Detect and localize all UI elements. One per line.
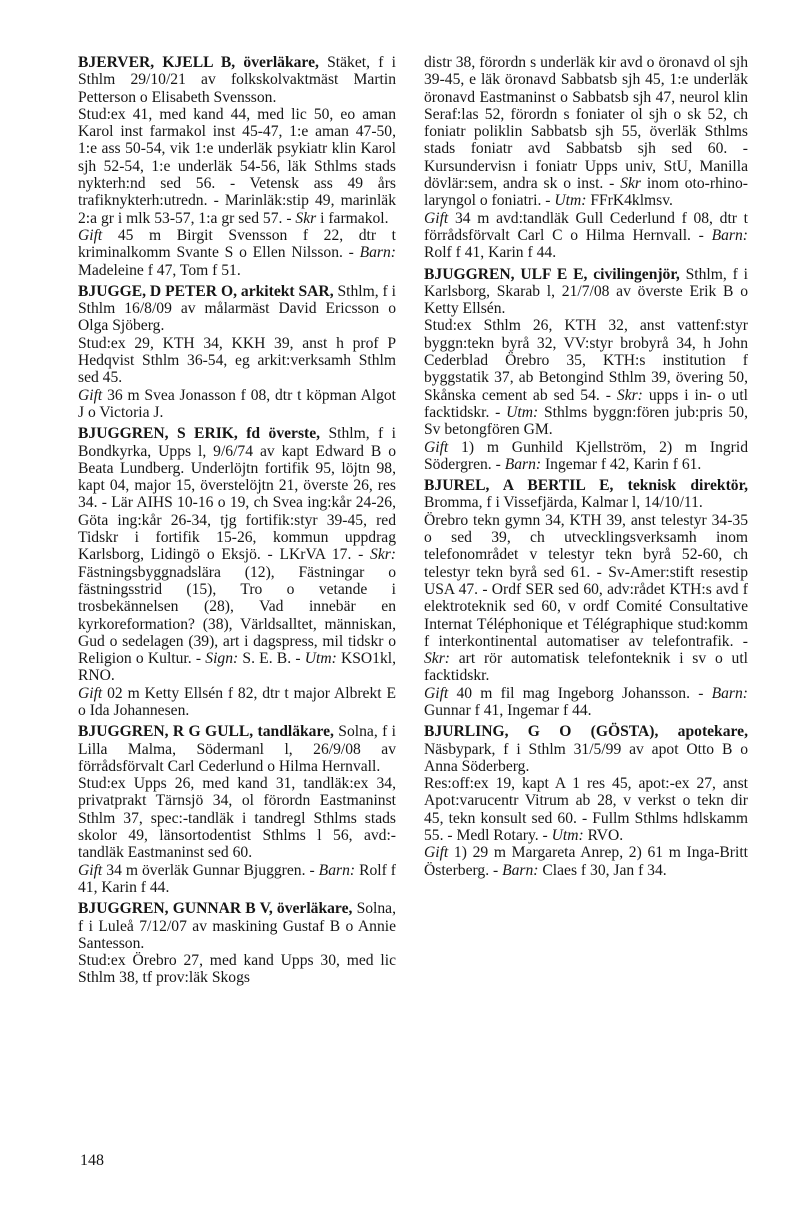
entry-paragraph: [78, 227, 396, 279]
entry-headword: BJUGGE, D PETER O, arkitekt SAR,: [78, 282, 334, 300]
biography-entry: [78, 723, 396, 896]
entry-text: Solna, f i Lilla Malma, Södermanl l, 26/9/08 av förrådsförvalt Carl Cederlund o Hilma Hernvall.: [78, 723, 396, 775]
entry-text: Stud:ex 29, KTH 34, KKH 39, anst h prof P Hedqvist Sthlm 36-54, eg arkit:verksamh Sthlm sed 45.: [78, 334, 396, 387]
entry-headword: BJUGGREN, S ERIK, fd överste,: [78, 425, 321, 443]
entry-text: Fästningsbyggnadslära (12), Fästningar o fästningsstrid (15), Tro o vetande i trosbekännelsen (28), Vad innebär en kyrkoreformation? (38), Världsalltet, människan, Gud o sedelagen (39), art i dagspress, mil tidskr o Religion o Kultur. -: [78, 563, 396, 668]
biography-entry: [424, 54, 748, 262]
biography-entry: [78, 54, 396, 279]
entry-headword: BJUREL, A BERTIL E, teknisk direktör,: [424, 477, 748, 495]
entry-text: Ingemar f 42, Karin f 61.: [541, 455, 702, 473]
field-label: Gift: [78, 861, 103, 879]
field-label: Barn:: [504, 455, 542, 473]
entry-intro: [78, 723, 396, 775]
field-label: Barn:: [318, 861, 356, 879]
field-label: Gift: [78, 226, 103, 244]
field-label: Skr: [295, 209, 317, 227]
entry-text: upps i in- o utl facktidskr. -: [424, 386, 748, 421]
entry-text: Sthlm, f i Sthlm 16/8/09 av målarmäst David Ericsson o Olga Sjöberg.: [78, 282, 396, 335]
field-label: Skr:: [616, 386, 643, 404]
field-label: Barn:: [711, 226, 748, 244]
entry-paragraph: [424, 210, 748, 262]
field-label: Utm:: [304, 650, 337, 668]
entry-paragraph: [78, 775, 396, 861]
biography-entry: [424, 477, 748, 719]
entry-text: art rör automatisk telefonteknik i sv o utl facktidskr.: [424, 650, 748, 685]
entry-text: Bromma, f i Vissefjärda, Kalmar l, 14/10/11.: [424, 494, 703, 512]
entry-headword: BJUGGREN, R G GULL, tandläkare,: [78, 723, 334, 741]
entry-text: Stud:ex 41, med kand 44, med lic 50, eo aman Karol inst farmakol inst 45-47, 1:e aman 47-50, 1:e ass 50-54, vik 1:e underläk psykiatr klin Karol sjh 52-54, 1:e underläk 54-56, läk Sthlms stads nykterh:nd sed 56. - Vetensk ass 49 års trafiknykterh:utredn. - Marinläk:stip 49, marinläk 2:a gr i mlk 53-57, 1:a gr sed 57. -: [78, 105, 396, 227]
entry-paragraph: [78, 335, 396, 387]
entry-headword: BJUGGREN, GUNNAR B V, överläkare,: [78, 900, 353, 918]
right-column: [424, 54, 748, 883]
entry-intro: [424, 266, 748, 318]
field-label: Skr:: [370, 546, 396, 564]
entry-headword: BJERVER, KJELL B, överläkare,: [78, 54, 319, 71]
field-label: Barn:: [502, 861, 539, 879]
entry-text: 40 m fil mag Ingeborg Johansson. -: [448, 684, 712, 702]
entry-text: Stäket, f i Sthlm 29/10/21 av folkskolvaktmäst Martin Petterson o Elisabeth Svensson.: [78, 54, 396, 106]
entry-paragraph: [424, 439, 748, 474]
biography-entry: [78, 425, 396, 719]
field-label: Gift: [424, 438, 449, 456]
field-label: Skr: [620, 175, 641, 193]
entry-headword: BJUGGREN, ULF E E, civilingenjör,: [424, 265, 680, 283]
entry-text: Madeleine f 47, Tom f 51.: [78, 261, 241, 279]
left-column: [78, 54, 396, 991]
field-label: Utm:: [554, 192, 587, 210]
entry-paragraph: [424, 685, 748, 720]
entry-text: distr 38, förordn s underläk kir avd o öronavd ol sjh 39-45, e läk öronavd Sabbatsb sjh 45, 1:e underläk öronavd Eastmaninst o Sabbatsb sjh 47, neurol klin Seraf:las 52, förordn s foniater ol sjh o sk 52, ch foniatr poliklin Sabbatsb sjh 55, överläk Sthlms stads foniatr avd Sabbatsb sjh sed 60. - Kursundervisn i foniatr Upps univ, StU, Manilla dövlär:sem, andra sk o inst. -: [424, 54, 748, 193]
entry-intro: [424, 54, 748, 210]
entry-text: Claes f 30, Jan f 34.: [538, 861, 667, 879]
biography-entry: [78, 283, 396, 421]
field-label: Gift: [78, 386, 103, 404]
entry-text: 36 m Svea Jonasson f 08, dtr t köpman Algot J o Victoria J.: [78, 386, 396, 421]
field-label: Barn:: [359, 244, 396, 262]
field-label: Sign:: [205, 650, 239, 668]
field-label: Gift: [78, 684, 103, 702]
entry-text: S. E. B. -: [238, 650, 305, 668]
field-label: Gift: [424, 684, 449, 702]
entry-text: Res:off:ex 19, kapt A 1 res 45, apot:-ex 27, anst Apot:varucentr Vitrum ab 28, v verkst o tekn dir 45, tekn konsult sed 60. - Fullm Sthlms hdlskamm 55. - Medl Rotary. -: [424, 775, 748, 845]
entry-text: Stud:ex Sthlm 26, KTH 32, anst vattenf:styr byggn:tekn byrå 32, VV:styr brobyrå 34, h John Cederblad Örebro 35, KTH:s institution f byggstatik 37, ab Betongind Sthlm 39, övering 50, Skånska cement ab sed 54. -: [424, 317, 748, 404]
entry-text: Örebro tekn gymn 34, KTH 39, anst telestyr 34-35 o sed 39, ch utvecklingsverksamh inom telefonområdet v telestyr tekn byrå 52-60, ch telestyr tekn byrå sed 61. - Sv-Amer:stift resestip USA 47. - Ordf SER sed 60, adv:rådet KTH:s avd f elektroteknik sed 60, v ordf Comité Consultative Internat Téléphonique et Télégraphique stud:komm f interkontinental automatiser av telefontrafik. -: [424, 511, 748, 650]
entry-text: 34 m överläk Gunnar Bjuggren. -: [102, 861, 319, 879]
entry-paragraph: [424, 844, 748, 879]
entry-paragraph: [78, 106, 396, 227]
entry-intro: [78, 54, 396, 106]
entry-paragraph: [78, 685, 396, 720]
entry-text: 1) 29 m Margareta Anrep, 2) 61 m Inga-Britt Österberg. -: [424, 844, 748, 879]
page-number: 148: [80, 1152, 104, 1169]
entry-text: Näsbypark, f i Sthlm 31/5/99 av apot Otto B o Anna Söderberg.: [424, 740, 748, 775]
entry-text: Gunnar f 41, Ingemar f 44.: [424, 701, 592, 719]
entry-text: 34 m avd:tandläk Gull Cederlund f 08, dtr t förrådsförvalt Carl C o Hilma Hernvall. -: [424, 209, 748, 244]
entry-text: Sthlm, f i Karlsborg, Skarab l, 21/7/08 av överste Erik B o Ketty Ellsén.: [424, 265, 748, 318]
entry-text: Stud:ex Örebro 27, med kand Upps 30, med lic Sthlm 38, tf prov:läk Skogs: [78, 952, 396, 987]
field-label: Skr:: [424, 650, 450, 668]
entry-text: Rolf f 41, Karin f 44.: [78, 861, 396, 896]
entry-intro: [78, 425, 396, 684]
biography-entry: [78, 900, 396, 986]
entry-paragraph: [78, 952, 396, 987]
field-label: Utm:: [551, 827, 584, 845]
field-label: Gift: [424, 209, 449, 227]
entry-text: Sthlms byggn:fören jub:pris 50, Sv betongfören GM.: [424, 403, 748, 439]
field-label: Gift: [424, 844, 449, 862]
entry-text: Solna, f i Luleå 7/12/07 av maskining Gustaf B o Annie Santesson.: [78, 900, 396, 952]
biography-entry: [424, 723, 748, 879]
entry-paragraph: [424, 775, 748, 844]
entry-text: i farmakol.: [316, 209, 389, 227]
entry-text: KSO1kl, RNO.: [78, 650, 397, 685]
entry-text: 1) m Gunhild Kjellström, 2) m Ingrid Södergren. -: [424, 438, 748, 473]
entry-intro: [424, 477, 748, 512]
entry-paragraph: [78, 387, 396, 422]
entry-text: 45 m Birgit Svensson f 22, dtr t kriminalkomm Svante S o Ellen Nilsson. -: [78, 226, 396, 262]
entry-text: Sthlm, f i Bondkyrka, Upps l, 9/6/74 av kapt Edward B o Beata Lundberg. Underlöjtn fortifik 95, löjtn 98, kapt 04, major 15, överstelöjtn 21, överste 26, res 34. - Lär AIHS 10-16 o 19, ch Svea ing:kår 24-26, Göta ing:kår 26-34, tjg fortifik:styr 39-45, red Tidskr i fortifik 15-26, kommun uppdrag Karlsborg, Lidingö o Eksjö. - LKrVA 17. -: [78, 425, 396, 564]
entry-text: 02 m Ketty Ellsén f 82, dtr t major Albrekt E o Ida Johannesen.: [78, 684, 396, 719]
biography-entry: [424, 266, 748, 474]
field-label: Barn:: [711, 684, 748, 702]
entry-headword: BJURLING, G O (GÖSTA), apotekare,: [424, 723, 748, 741]
entry-paragraph: [424, 512, 748, 685]
field-label: Utm:: [506, 403, 539, 421]
entry-paragraph: [424, 317, 748, 438]
entry-intro: [78, 283, 396, 335]
entry-paragraph: [78, 862, 396, 897]
entry-text: inom oto-rhino-laryngol o foniatri. -: [424, 175, 748, 210]
entry-intro: [78, 900, 396, 952]
entry-text: Stud:ex Upps 26, med kand 31, tandläk:ex 34, privatprakt Tärnsjö 34, ol förordn Eastmaninst Sthlm 37, spec:-tandläk i tandregl Sthlms stads skolor 49, länsortodentist Sthlms l 56, avd:-tandläk Eastmaninst sed 60.: [78, 775, 396, 862]
entry-text: FFrK4klmsv.: [586, 192, 673, 210]
entry-intro: [424, 723, 748, 775]
entry-text: Rolf f 41, Karin f 44.: [424, 244, 557, 262]
entry-text: RVO.: [583, 827, 624, 845]
